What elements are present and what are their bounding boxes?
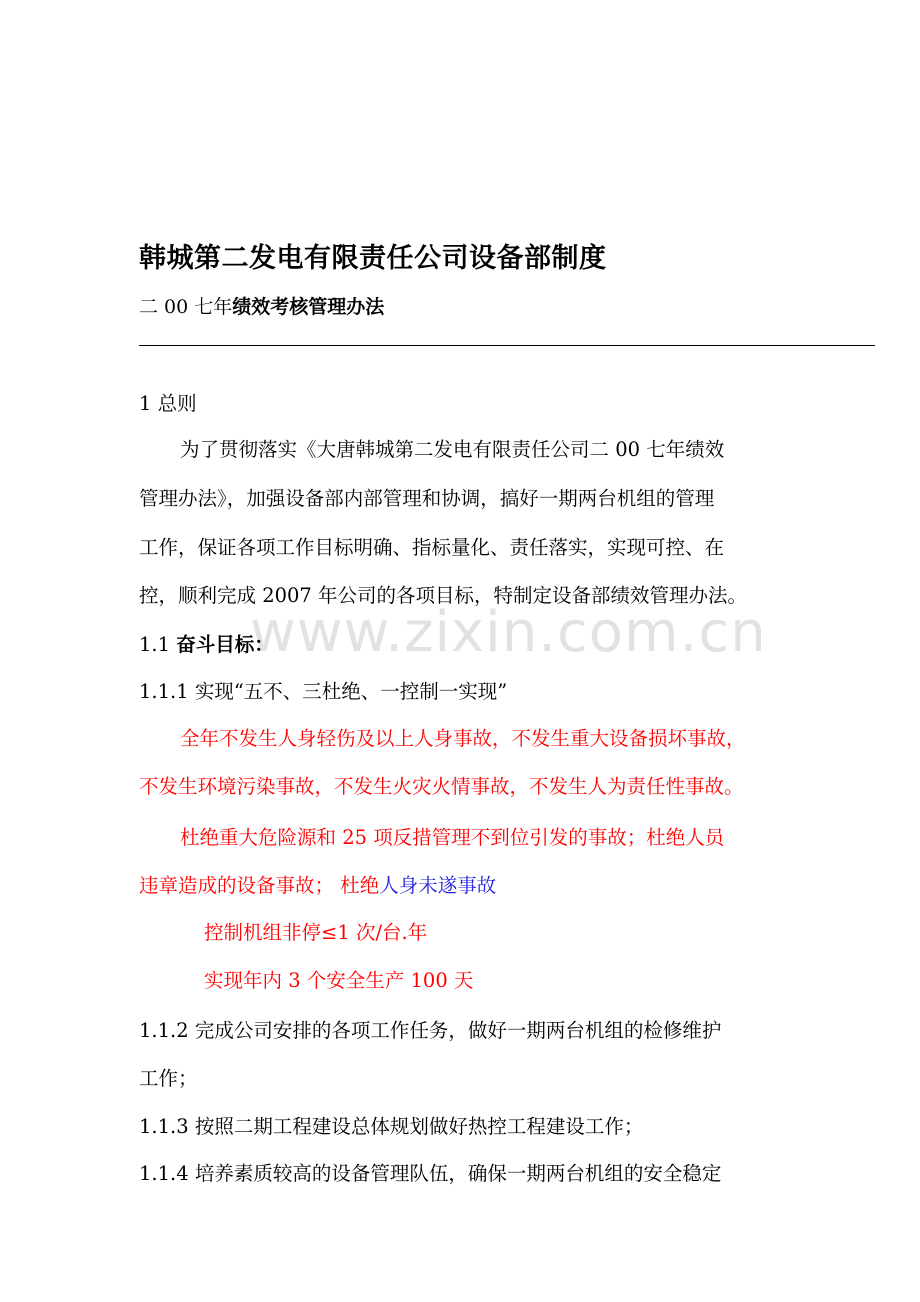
section-1-1-3: 1.1.3 按照二期工程建设总体规划做好热控工程建设工作； xyxy=(139,1115,644,1138)
mixed-color-line xyxy=(139,873,496,899)
blue-text: 人身未遂事故 xyxy=(379,874,497,897)
paragraph-line: 工作，保证各项工作目标明确、指标量化、责任落实，实现可控、在 xyxy=(139,536,725,559)
header-rule xyxy=(139,345,875,346)
paragraph-line: 控，顺利完成 2007 年公司的各项目标，特制定设备部绩效管理办法。 xyxy=(139,584,748,607)
red-paragraph-line: 杜绝重大危险源和 25 项反措管理不到位引发的事故；杜绝人员 xyxy=(180,826,725,849)
section-1-1 xyxy=(139,632,274,658)
control-line: 控制机组非停≤1 次/台.年 xyxy=(204,921,428,944)
section-1-1-2: 1.1.2 完成公司安排的各项工作任务，做好一期两台机组的检修维护 xyxy=(139,1019,722,1042)
section-1-1-number: 1.1 xyxy=(139,633,177,656)
section-1-1-2-cont: 工作； xyxy=(139,1067,198,1090)
red-text: 违章造成的设备事故； 杜绝 xyxy=(139,874,380,897)
document-subtitle xyxy=(139,292,384,319)
paragraph-line: 管理办法》，加强设备部内部管理和协调，搞好一期两台机组的管理 xyxy=(139,487,715,510)
section-1-1-label: 奋斗目标： xyxy=(176,633,274,656)
paragraph-line: 为了贯彻落实《大唐韩城第二发电有限责任公司二 00 七年绩效 xyxy=(180,438,725,461)
section-1-1-4: 1.1.4 培养素质较高的设备管理队伍，确保一期两台机组的安全稳定 xyxy=(139,1162,722,1185)
subtitle-name: 绩效考核管理办法 xyxy=(232,296,385,318)
section-1-1-1: 1.1.1 实现“五不、三杜绝、一控制一实现” xyxy=(139,680,508,703)
subtitle-year: 二 00 七年 xyxy=(139,296,233,318)
red-paragraph-line: 不发生环境污染事故，不发生火灾火情事故，不发生人为责任性事故。 xyxy=(139,775,744,798)
achieve-line: 实现年内 3 个安全生产 100 天 xyxy=(204,969,474,992)
section-heading-general: 1 总则 xyxy=(139,392,197,415)
document-title: 韩城第二发电有限责任公司设备部制度 xyxy=(139,243,607,274)
watermark: www.zixin.com.cn xyxy=(250,600,767,665)
red-paragraph-line: 全年不发生人身轻伤及以上人身事故，不发生重大设备损坏事故， xyxy=(180,727,746,750)
